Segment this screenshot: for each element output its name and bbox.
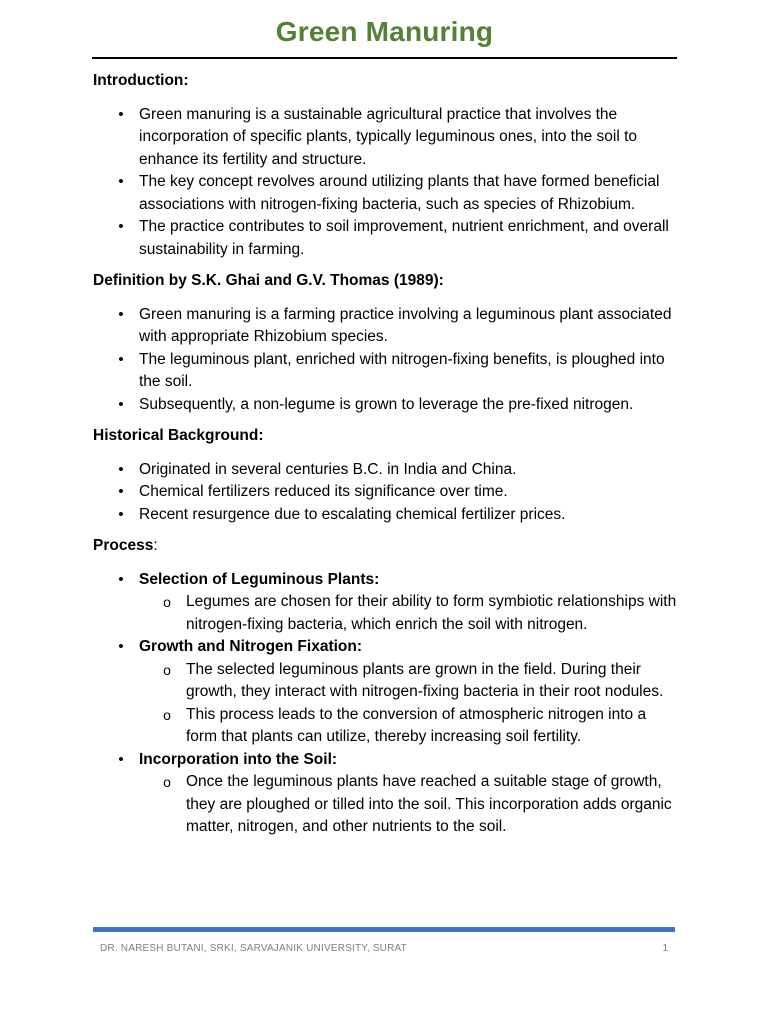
list-item-text: The leguminous plant, enriched with nitrogen-fixing benefits, is ploughed into the soil.: [139, 350, 665, 390]
list-item: [93, 171, 677, 216]
list-item: [93, 104, 677, 172]
list-item: [93, 349, 677, 394]
sub-list-item: [139, 591, 677, 636]
document-title: Green Manuring: [275, 16, 494, 47]
section-heading-definition: Definition by S.K. Ghai and G.V. Thomas (1989):: [93, 272, 444, 289]
process-substeps: [139, 659, 677, 749]
sub-list-item: [139, 659, 677, 704]
bullet-icon: •: [118, 105, 124, 123]
list-item: [93, 481, 677, 504]
bullet-icon: •: [118, 218, 124, 235]
list-item-text: Green manuring is a farming practice involving a leguminous plant associated with appropriate Rhizobium species.: [139, 305, 672, 345]
page-number: 1: [662, 943, 668, 954]
historical-background-list: [93, 459, 677, 527]
definition-list: [93, 304, 677, 417]
process-list: [93, 569, 677, 839]
bullet-icon: •: [118, 505, 124, 523]
process-substeps: [139, 771, 677, 839]
bullet-icon: •: [118, 350, 124, 368]
list-item: [93, 459, 677, 482]
process-heading-colon: :: [153, 537, 158, 554]
list-item-text: Chemical fertilizers reduced its significance over time.: [139, 483, 508, 500]
process-step: [93, 636, 677, 749]
footer-rule: [93, 927, 675, 932]
sub-list-item: [139, 704, 677, 749]
title-underline: [92, 57, 677, 59]
process-substeps: [139, 591, 677, 636]
section-heading-introduction: Introduction:: [93, 72, 189, 89]
circle-bullet-icon: o: [163, 661, 171, 678]
process-step-label: Incorporation into the Soil:: [139, 750, 338, 768]
list-item-text: Subsequently, a non-legume is grown to leverage the pre-fixed nitrogen.: [139, 395, 634, 413]
bullet-icon: •: [118, 305, 124, 323]
circle-bullet-icon: o: [163, 774, 171, 790]
circle-bullet-icon: o: [163, 706, 171, 723]
bullet-icon: •: [118, 750, 124, 768]
sub-list-item-text: Once the leguminous plants have reached a suitable stage of growth, they are ploughed or tilled into the soil. This incorporation adds organic matter, nitrogen, and other nutrients to the soil.: [186, 773, 672, 835]
sub-list-item-text: This process leads to the conversion of atmospheric nitrogen into a form that plants can utilize, thereby increasing soil fertility.: [186, 705, 647, 745]
bullet-icon: •: [118, 570, 124, 588]
list-item-text: Originated in several centuries B.C. in India and China.: [139, 460, 517, 478]
sub-list-item: [139, 771, 677, 839]
list-item: [93, 504, 677, 527]
process-step-label: Selection of Leguminous Plants:: [139, 570, 380, 588]
process-step: [93, 749, 677, 839]
footer-author: DR. NARESH BUTANI, SRKI, SARVAJANIK UNIVERSITY, SURAT: [100, 943, 407, 954]
list-item-text: Green manuring is a sustainable agricultural practice that involves the incorporation of specific plants, typically leguminous ones, into the soil to enhance its fertility and structure.: [139, 105, 637, 168]
list-item-text: Recent resurgence due to escalating chemical fertilizer prices.: [139, 505, 566, 523]
process-heading-text: Process: [93, 537, 154, 554]
bullet-icon: •: [118, 638, 124, 655]
list-item-text: The key concept revolves around utilizing plants that have formed beneficial associations with nitrogen-fixing bacteria, such as species of Rhizobium.: [139, 173, 660, 213]
list-item-text: The practice contributes to soil improvement, nutrient enrichment, and overall sustainability in farming.: [139, 218, 669, 258]
bullet-icon: •: [118, 173, 124, 190]
section-heading-process: [93, 535, 677, 558]
bullet-icon: •: [118, 460, 124, 478]
section-heading-historical-background: Historical Background:: [93, 427, 264, 444]
process-step: [93, 569, 677, 637]
circle-bullet-icon: o: [163, 594, 171, 610]
sub-list-item-text: The selected leguminous plants are grown in the field. During their growth, they interact with nitrogen-fixing bacteria in their root nodules.: [186, 660, 664, 700]
bullet-icon: •: [118, 395, 124, 413]
list-item: [93, 394, 677, 417]
bullet-icon: •: [118, 483, 124, 500]
sub-list-item-text: Legumes are chosen for their ability to form symbiotic relationships with nitrogen-fixing bacteria, which enrich the soil with nitrogen.: [186, 593, 677, 633]
list-item: [93, 216, 677, 261]
introduction-list: [93, 104, 677, 262]
list-item: [93, 304, 677, 349]
process-step-label: Growth and Nitrogen Fixation:: [139, 638, 363, 655]
document-body: [93, 66, 677, 848]
